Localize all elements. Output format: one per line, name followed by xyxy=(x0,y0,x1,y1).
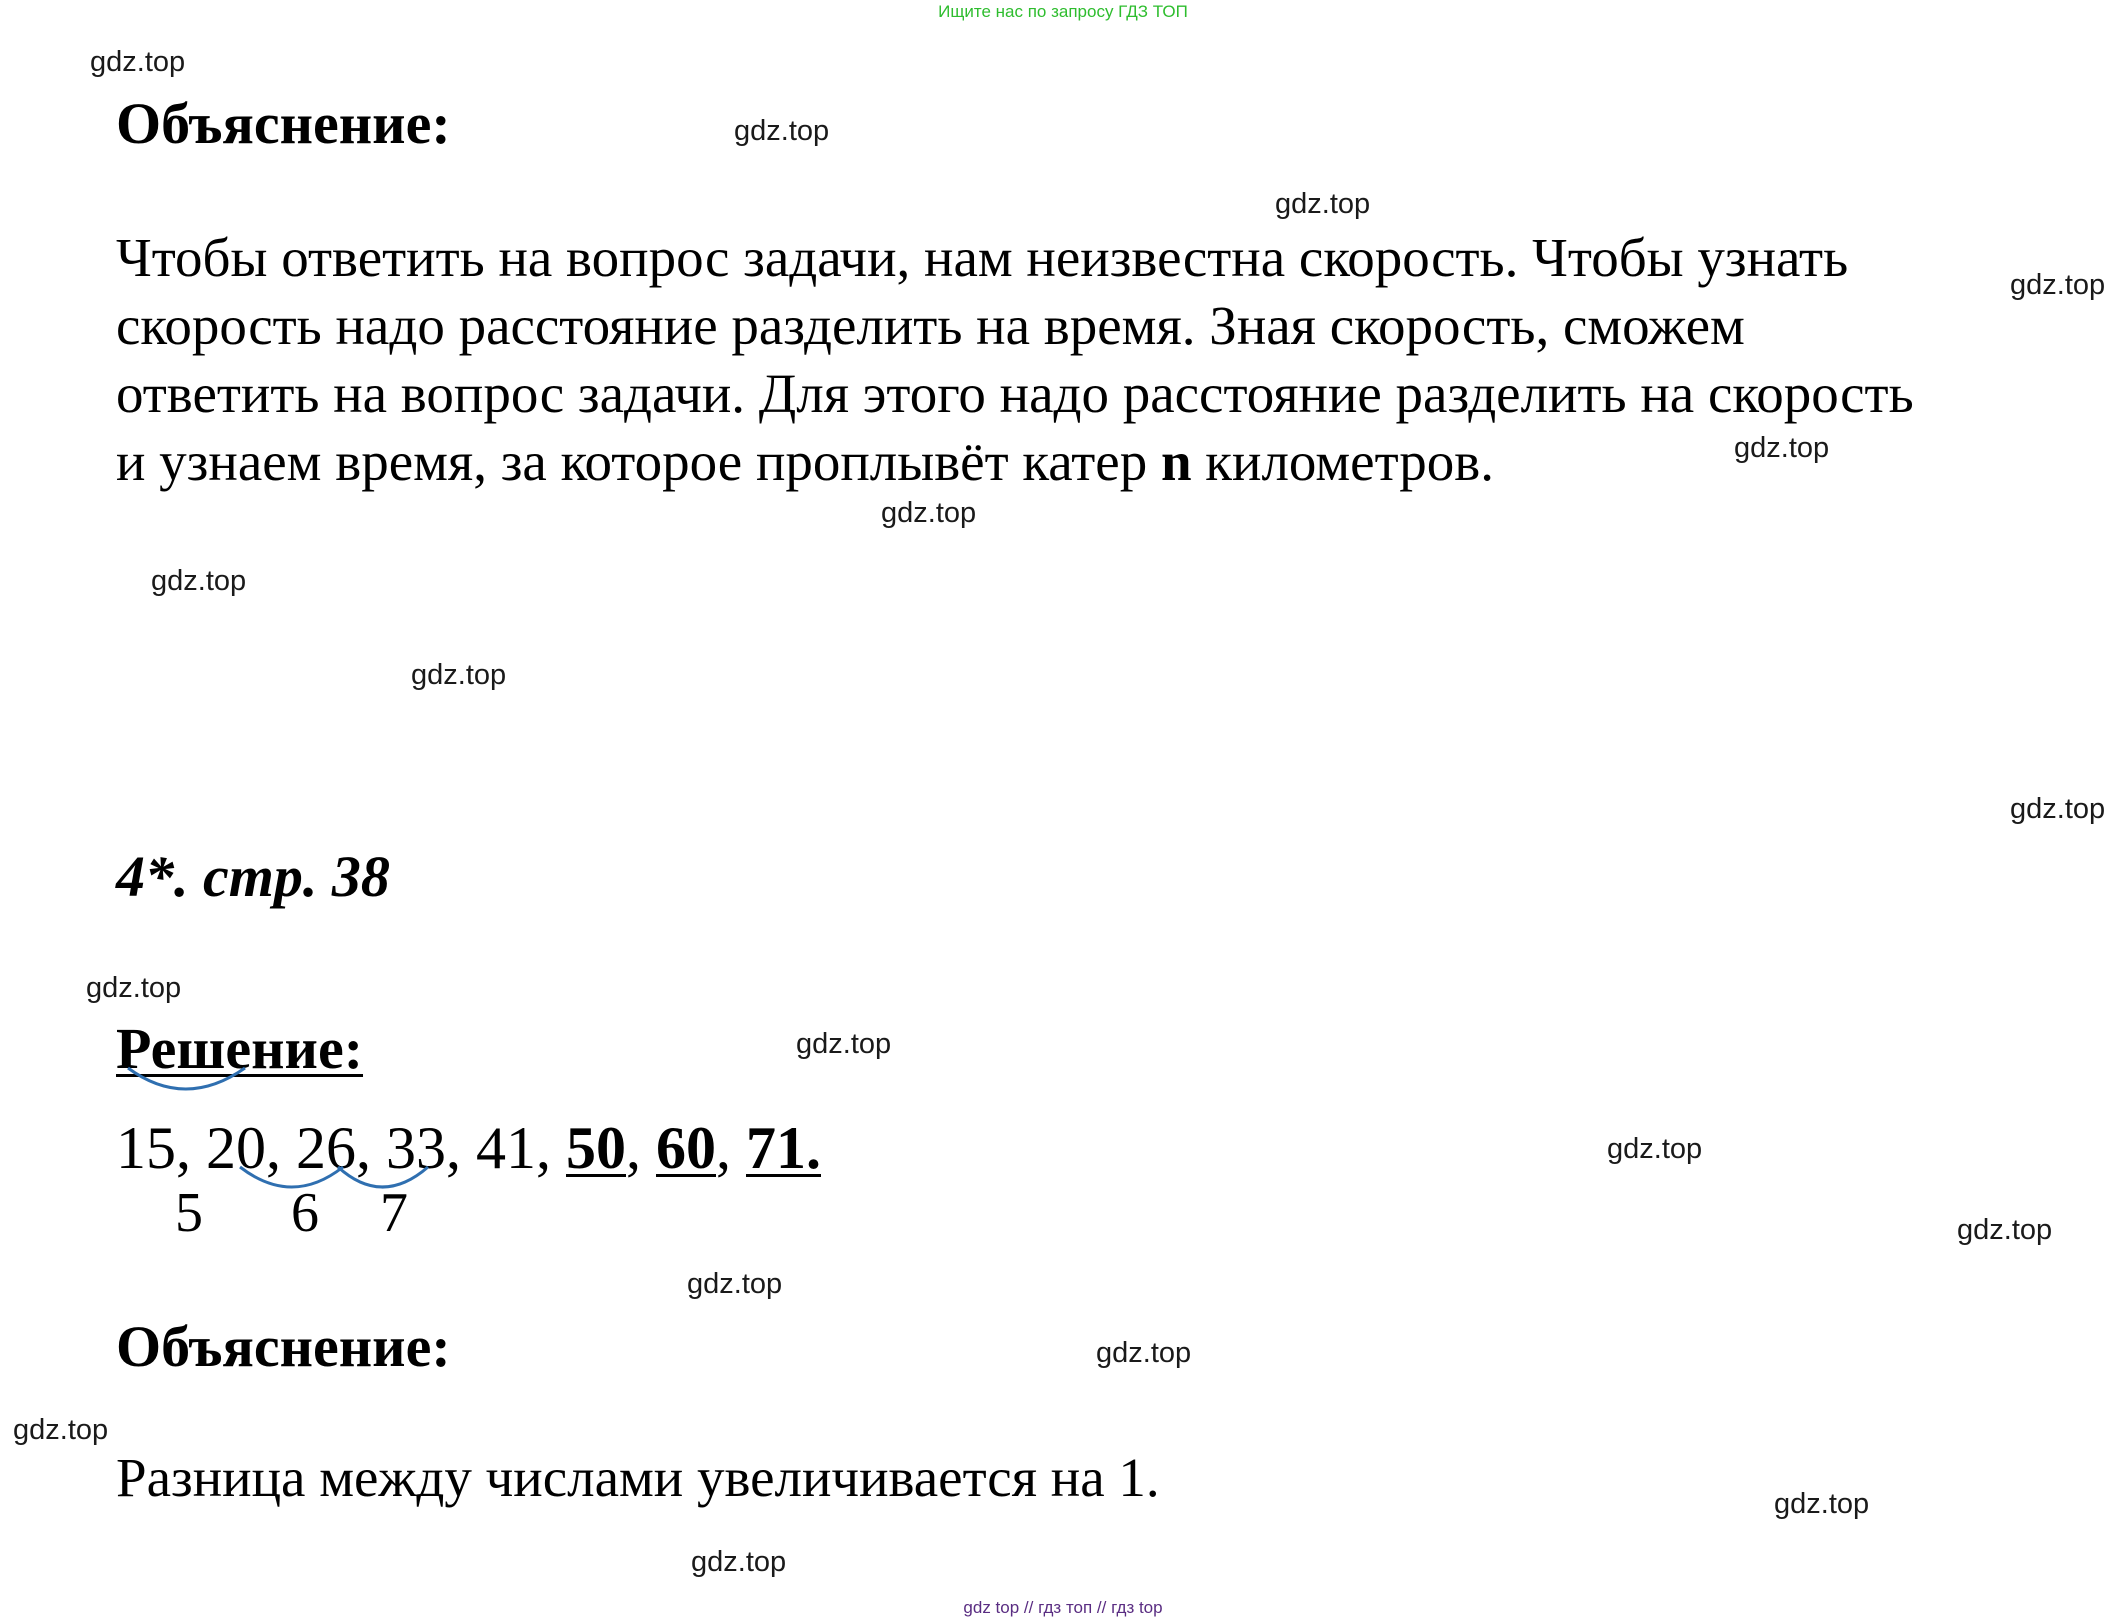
watermark: gdz.top xyxy=(90,46,186,78)
watermark: gdz.top xyxy=(881,497,977,529)
watermark: gdz.top xyxy=(734,115,830,147)
paragraph-line: скорость надо расстояние разделить на время. Зная скорость, сможем xyxy=(116,295,1745,356)
answer-number: 60 xyxy=(656,1115,716,1181)
variable-n: n xyxy=(1160,431,1192,492)
watermark: gdz.top xyxy=(2010,269,2106,301)
watermark: gdz.top xyxy=(1957,1214,2053,1246)
watermark: gdz.top xyxy=(1275,188,1371,220)
watermark: gdz.top xyxy=(86,972,182,1004)
line-text: и узнаем время, за которое проплывёт катер xyxy=(116,431,1161,492)
watermark: gdz.top xyxy=(2010,793,2106,825)
difference-value: 5 xyxy=(175,1182,203,1244)
task-title: 4*. стр. 38 xyxy=(116,844,390,909)
difference-value: 6 xyxy=(291,1182,319,1244)
watermark: gdz.top xyxy=(411,659,507,691)
difference-value: 7 xyxy=(380,1182,408,1244)
number-sequence xyxy=(116,1115,821,1181)
answer-number: 71. xyxy=(746,1115,821,1181)
paragraph-line xyxy=(116,428,1914,496)
watermark: gdz.top xyxy=(1096,1337,1192,1369)
separator: , xyxy=(626,1115,656,1181)
paragraph-line: ответить на вопрос задачи. Для этого надо расстояние разделить на скорость xyxy=(116,363,1914,424)
explanation-paragraph xyxy=(116,224,1914,496)
watermark: gdz.top xyxy=(796,1028,892,1060)
explanation-text: Разница между числами увеличивается на 1. xyxy=(116,1447,1160,1508)
watermark: gdz.top xyxy=(151,565,247,597)
separator: , xyxy=(716,1115,746,1181)
sequence-plain: 15, 20, 26, 33, 41, xyxy=(116,1115,566,1181)
solution-heading: Решение: xyxy=(116,1016,364,1081)
line-text: километров. xyxy=(1191,431,1494,492)
explanation-heading: Объяснение: xyxy=(116,1314,451,1379)
top-banner[interactable]: Ищите нас по запросу ГДЗ ТОП xyxy=(938,2,1188,21)
answer-number: 50 xyxy=(566,1115,626,1181)
watermark: gdz.top xyxy=(1734,432,1830,464)
watermark: gdz.top xyxy=(687,1268,783,1300)
paragraph-line: Чтобы ответить на вопрос задачи, нам неизвестна скорость. Чтобы узнать xyxy=(116,227,1849,288)
watermark: gdz.top xyxy=(1607,1133,1703,1165)
footer-links[interactable]: gdz top // гдз топ // гдз top xyxy=(963,1598,1163,1617)
watermark: gdz.top xyxy=(691,1546,787,1578)
watermark: gdz.top xyxy=(1774,1488,1870,1520)
watermark: gdz.top xyxy=(13,1414,109,1446)
explanation-heading: Объяснение: xyxy=(116,91,451,156)
